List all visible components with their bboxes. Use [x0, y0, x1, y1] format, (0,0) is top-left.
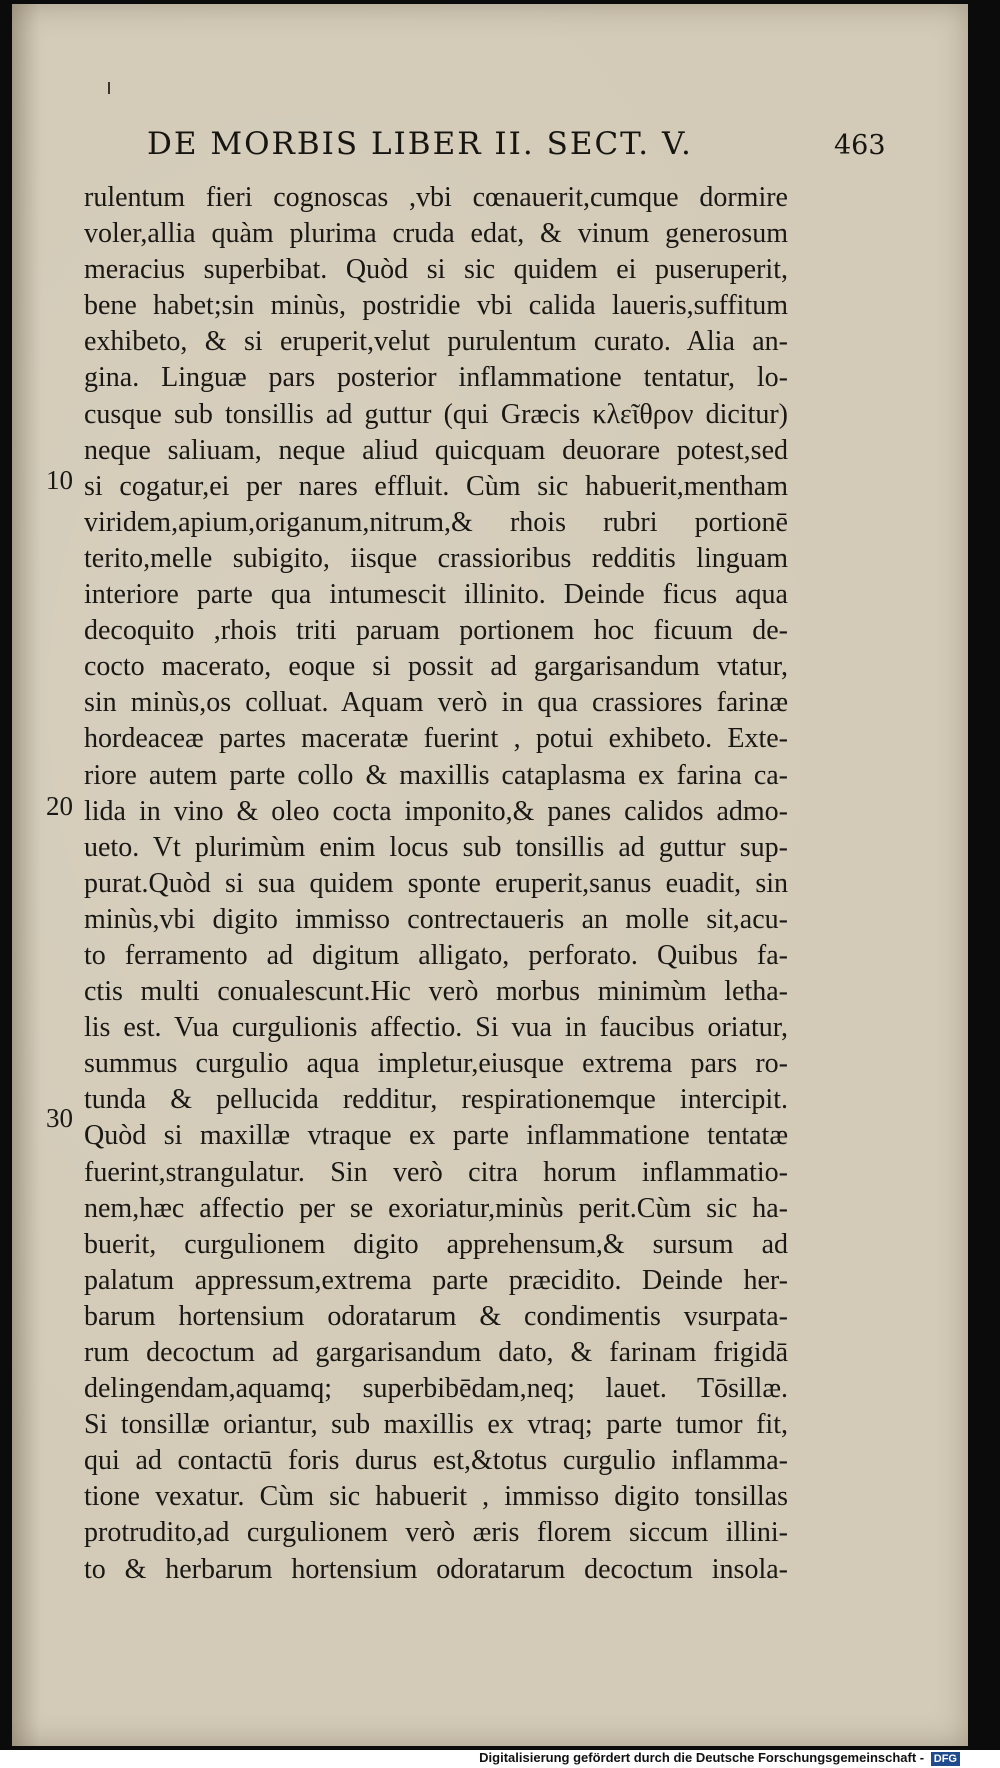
- text-line: fuerint,strangulatur. Sin verò citra horum inflammatio-: [84, 1156, 788, 1188]
- margin-line-number: 30: [46, 1103, 73, 1133]
- dfg-logo: DFG: [931, 1752, 960, 1766]
- text-line: tunda & pellucida redditur, respirationemque intercipit.: [84, 1084, 788, 1116]
- text-line: qui ad contactū foris durus est,&totus curgulio inflamma-: [84, 1445, 788, 1477]
- text-line: Quòd si maxillæ vtraque ex parte inflammatione tentatæ: [84, 1120, 788, 1152]
- digitization-credit: [479, 1750, 960, 1766]
- text-line: minùs,vbi digito immisso contrectaueris an molle sit,acu-: [84, 903, 788, 935]
- body-text: [84, 180, 788, 1588]
- text-line: voler,allia quàm plurima cruda edat, & vinum generosum: [84, 218, 788, 250]
- text-line: delingendam,aquamq; superbibēdam,neq; lauet. Tōsillæ.: [84, 1373, 788, 1405]
- text-line: bene habet;sin minùs, postridie vbi calida laueris,suffitum: [84, 290, 788, 322]
- text-line: ctis multi conualescunt.Hic verò morbus minimùm letha-: [84, 976, 788, 1008]
- text-line: terito,melle subigito, iisque crassioribus redditis linguam: [84, 542, 788, 574]
- text-line: si cogatur,ei per nares effluit. Cùm sic habuerit,mentham: [84, 470, 788, 502]
- text-line: buerit, curgulionem digito apprehensum,& sursum ad: [84, 1228, 788, 1260]
- text-line: interiore parte qua intumescit illinito. Deinde ficus aqua: [84, 579, 788, 611]
- text-line: meracius superbibat. Quòd si sic quidem ei puseruperit,: [84, 254, 788, 286]
- text-line: neque saliuam, neque aliud quicquam deuorare potest,sed: [84, 434, 788, 466]
- text-line: to ferramento ad digitum alligato, perforato. Quibus fa-: [84, 939, 788, 971]
- text-line: Si tonsillæ oriantur, sub maxillis ex vtraq; parte tumor fit,: [84, 1409, 788, 1441]
- text-line: gina. Linguæ pars posterior inflammatione tentatur, lo-: [84, 362, 788, 394]
- margin-line-number: 20: [46, 791, 73, 821]
- page-number: 463: [834, 130, 886, 161]
- text-line: cocto macerato, eoque si possit ad gargarisandum vtatur,: [84, 651, 788, 683]
- text-line: ueto. Vt plurimùm enim locus sub tonsillis ad guttur sup-: [84, 831, 788, 863]
- text-line: riore autem parte collo & maxillis cataplasma ex farina ca-: [84, 759, 788, 791]
- text-line: purat.Quòd si sua quidem sponte eruperit,sanus euadit, sin: [84, 867, 788, 899]
- text-line: sin minùs,os colluat. Aquam verò in qua crassiores farinæ: [84, 687, 788, 719]
- text-line: lis est. Vua curgulionis affectio. Si vua in faucibus oriatur,: [84, 1012, 788, 1044]
- text-line: rulentum fieri cognoscas ,vbi cœnauerit,cumque dormire: [84, 182, 788, 213]
- text-line: nem,hæc affectio per se exoriatur,minùs perit.Cùm sic ha-: [84, 1192, 788, 1224]
- text-line: barum hortensium odoratarum & condimentis vsurpata-: [84, 1300, 788, 1332]
- credit-text: Digitalisierung gefördert durch die Deutsche Forschungsgemeinschaft -: [479, 1750, 925, 1766]
- text-line: summus curgulio aqua impletur,eiusque extrema pars ro-: [84, 1048, 788, 1080]
- text-line: lida in vino & oleo cocta imponito,& panes calidos admo-: [84, 795, 788, 827]
- text-line: to & herbarum hortensium odoratarum decoctum insola-: [84, 1553, 788, 1585]
- book-page: [12, 4, 968, 1746]
- text-line: viridem,apium,origanum,nitrum,& rhois rubri portionē: [84, 506, 788, 538]
- margin-tick-mark: [108, 82, 110, 94]
- running-head: DE MORBIS LIBER II. SECT. V.: [147, 126, 693, 162]
- margin-line-number: 10: [46, 465, 73, 495]
- text-line: exhibeto, & si eruperit,velut purulentum curato. Alia an-: [84, 326, 788, 358]
- text-line: hordeaceæ partes maceratæ fuerint , potui exhibeto. Exte-: [84, 723, 788, 755]
- text-line: protrudito,ad curgulionem verò æris florem siccum illini-: [84, 1517, 788, 1549]
- text-line: palatum appressum,extrema parte præcidito. Deinde her-: [84, 1264, 788, 1296]
- text-line: cusque sub tonsillis ad guttur (qui Græcis κλεῖθρον dicitur): [84, 398, 788, 430]
- text-line: tione vexatur. Cùm sic habuerit , immisso digito tonsillas: [84, 1481, 788, 1513]
- text-line: rum decoctum ad gargarisandum dato, & farinam frigidā: [84, 1337, 788, 1368]
- text-line: decoquito ,rhois triti paruam portionem hoc ficuum de-: [84, 615, 788, 647]
